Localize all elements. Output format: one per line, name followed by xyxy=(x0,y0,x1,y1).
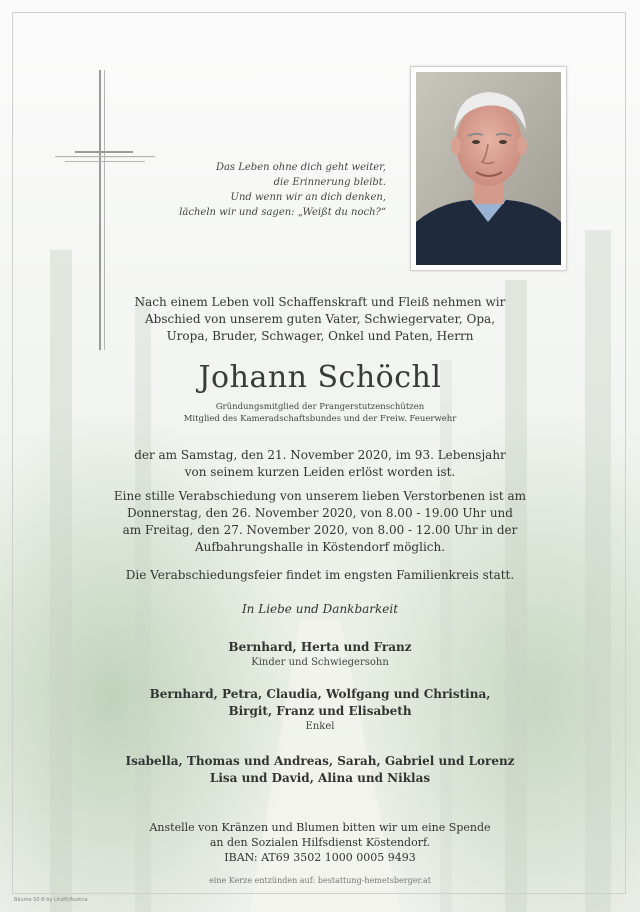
mourner-names: Bernhard, Herta und Franz xyxy=(228,640,412,654)
intro-line: Abschied von unserem guten Vater, Schwiegervater, Opa, xyxy=(144,312,496,326)
closing-phrase: In Liebe und Dankbarkeit xyxy=(241,602,399,616)
mourner-relation: Kinder und Schwiegersohn xyxy=(251,657,389,668)
mourner-names: Lisa und David, Alina und Niklas xyxy=(209,771,431,785)
affiliations xyxy=(60,401,580,425)
poem-line: Und wenn wir an dich denken, xyxy=(230,192,386,203)
donation-line: an den Sozialen Hilfsdienst Köstendorf. xyxy=(209,836,431,849)
poem xyxy=(150,160,386,220)
mourner-group xyxy=(60,686,580,734)
intro-text xyxy=(60,294,580,345)
deceased-name: Johann Schöchl xyxy=(198,360,442,395)
portrait-photo xyxy=(410,66,567,271)
mourner-names: Isabella, Thomas und Andreas, Sarah, Gabriel und Lorenz xyxy=(125,754,515,768)
affiliation-line: Mitglied des Kameradschaftsbundes und der Freiw. Feuerwehr xyxy=(183,414,457,424)
donation-request xyxy=(60,820,580,865)
poem-line: die Erinnerung bleibt. xyxy=(273,177,386,188)
donation-line: Anstelle von Kränzen und Blumen bitten wir um eine Spende xyxy=(149,821,491,834)
mourner-relation: Enkel xyxy=(305,721,335,732)
death-notice xyxy=(60,447,580,481)
farewell-line: Eine stille Verabschiedung von unserem lieben Verstorbenen ist am xyxy=(113,489,527,503)
mourner-names: Bernhard, Petra, Claudia, Wolfgang und Christina, xyxy=(149,687,491,701)
farewell-info xyxy=(60,488,580,556)
poem-line: lächeln wir und sagen: „Weißt du noch?“ xyxy=(179,207,386,218)
intro-line: Uropa, Bruder, Schwager, Onkel und Paten, Herrn xyxy=(166,329,474,343)
ceremony-note: Die Verabschiedungsfeier findet im engsten Familienkreis statt. xyxy=(125,568,515,582)
mourner-group xyxy=(60,753,580,787)
death-line: von seinem kurzen Leiden erlöst worden ist. xyxy=(184,465,456,479)
farewell-line: am Freitag, den 27. November 2020, von 8.00 - 12.00 Uhr in der xyxy=(122,523,518,537)
affiliation-line: Gründungsmitglied der Prangerstutzenschützen xyxy=(215,402,425,412)
image-copyright: Bäume 50-B by Litaflt/Austria xyxy=(14,897,88,903)
mourner-names: Birgit, Franz und Elisabeth xyxy=(228,704,412,718)
intro-line: Nach einem Leben voll Schaffenskraft und Fleiß nehmen wir xyxy=(134,295,506,309)
portrait-image xyxy=(416,72,561,265)
candle-link[interactable]: eine Kerze entzünden auf: bestattung-hemetsberger.at xyxy=(209,876,431,885)
mourner-group xyxy=(60,639,580,670)
farewell-line: Aufbahrungshalle in Köstendorf möglich. xyxy=(194,540,446,554)
iban: IBAN: AT69 3502 1000 0005 9493 xyxy=(224,851,416,864)
death-line: der am Samstag, den 21. November 2020, im 93. Lebensjahr xyxy=(134,448,506,462)
farewell-line: Donnerstag, den 26. November 2020, von 8.00 - 19.00 Uhr und xyxy=(127,506,513,520)
poem-line: Das Leben ohne dich geht weiter, xyxy=(215,162,386,173)
